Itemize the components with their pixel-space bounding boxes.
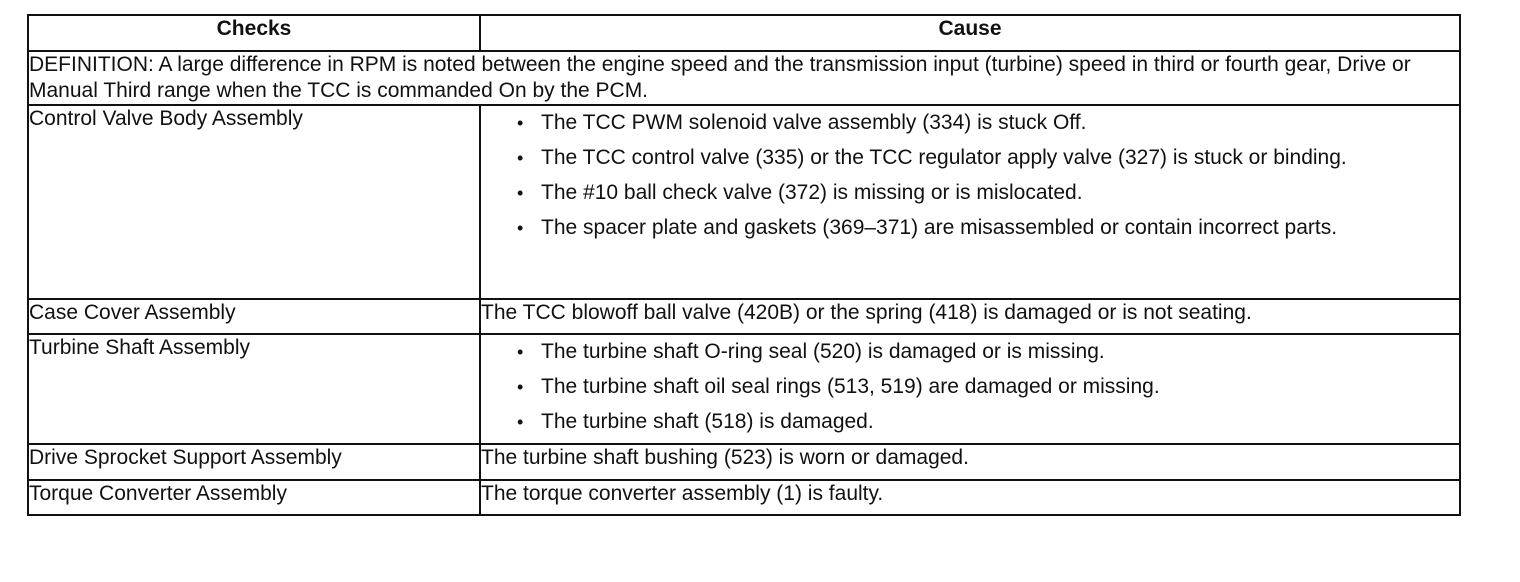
cause-item: • The turbine shaft oil seal rings (513, 519) are damaged or missing.: [517, 374, 1439, 400]
cause-list: [481, 106, 1459, 245]
diagnosis-table: [27, 14, 1461, 516]
check-cell: Control Valve Body Assembly: [28, 105, 480, 299]
table-row: [28, 105, 1460, 299]
check-cell: Case Cover Assembly: [28, 299, 480, 334]
cause-item: • The turbine shaft O-ring seal (520) is damaged or is missing.: [517, 339, 1439, 365]
cause-item: • The #10 ball check valve (372) is missing or is mislocated.: [517, 180, 1439, 206]
cause-item: • The spacer plate and gaskets (369–371) are misassembled or contain incorrect parts.: [517, 215, 1439, 241]
cause-cell: The torque converter assembly (1) is faulty.: [480, 480, 1460, 515]
cause-item: • The TCC control valve (335) or the TCC regulator apply valve (327) is stuck or binding.: [517, 145, 1439, 171]
cause-cell: [480, 334, 1460, 444]
check-cell: Torque Converter Assembly: [28, 480, 480, 515]
checks-header: Checks: [28, 15, 480, 51]
check-cell: Turbine Shaft Assembly: [28, 334, 480, 444]
definition-text: DEFINITION: A large difference in RPM is noted between the engine speed and the transmission input (turbine) speed in third or fourth gear, Drive or Manual Third range when the TCC is commanded On by the PCM.: [28, 51, 1460, 105]
table-row: [28, 480, 1460, 515]
table-row: [28, 299, 1460, 334]
table-row: [28, 444, 1460, 480]
cause-cell: The turbine shaft bushing (523) is worn or damaged.: [480, 444, 1460, 480]
cause-list: [481, 335, 1459, 439]
cause-header: Cause: [480, 15, 1460, 51]
cause-item: • The turbine shaft (518) is damaged.: [517, 409, 1439, 435]
header-row: [28, 15, 1460, 51]
check-cell: Drive Sprocket Support Assembly: [28, 444, 480, 480]
cause-cell: The TCC blowoff ball valve (420B) or the spring (418) is damaged or is not seating.: [480, 299, 1460, 334]
cause-item: • The TCC PWM solenoid valve assembly (334) is stuck Off.: [517, 110, 1439, 136]
cause-cell: [480, 105, 1460, 299]
table-row: [28, 334, 1460, 444]
definition-row: [28, 51, 1460, 105]
